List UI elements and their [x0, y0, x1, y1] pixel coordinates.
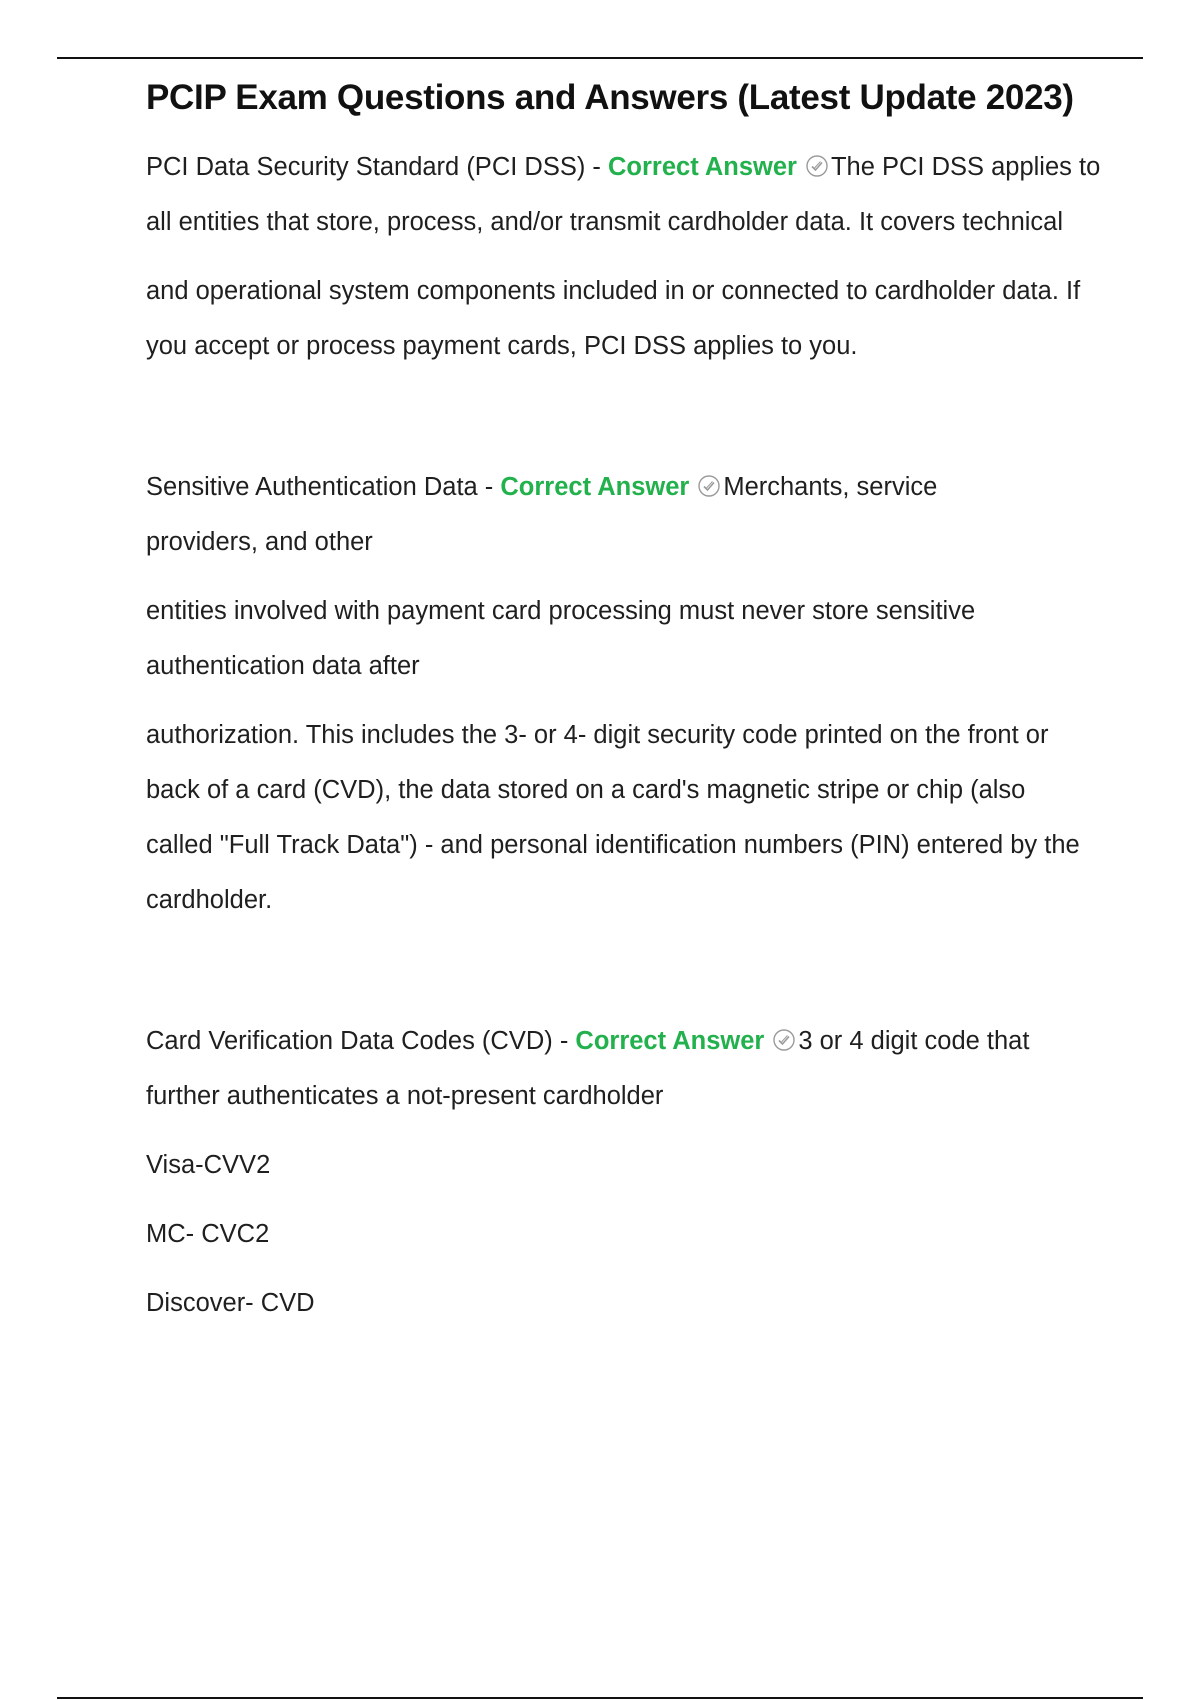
qa-item-sensitive-auth-data [146, 460, 1106, 928]
correct-answer-label: Correct Answer [608, 153, 797, 181]
qa-answer-continuation: authorization. This includes the 3- or 4- digit security code printed on the front or back of a card (CVD), the data stored on a card's magnetic stripe or chip (also called "Full Track Data") - and personal identification numbers (PIN) entered by the cardholder. [146, 721, 1080, 914]
qa-question-line [146, 1014, 1106, 1124]
check-circle-icon [805, 154, 829, 178]
qa-answer-continuation: Visa-CVV2 [146, 1151, 271, 1179]
qa-question-line [146, 460, 996, 570]
qa-answer-continuation: MC- CVC2 [146, 1220, 270, 1248]
check-circle-icon [772, 1028, 796, 1052]
document-body [146, 70, 1106, 1331]
qa-answer-continuation: and operational system components included in or connected to cardholder data. If you accept or process payment cards, PCI DSS applies to you. [146, 277, 1081, 360]
top-rule [57, 57, 1143, 59]
qa-question-line [146, 140, 1106, 250]
qa-term: Card Verification Data Codes (CVD) - [146, 1027, 576, 1055]
check-circle-icon [697, 474, 721, 498]
qa-answer-continuation: entities involved with payment card processing must never store sensitive authentication data after [146, 597, 976, 680]
qa-answer-continuation: Discover- CVD [146, 1289, 315, 1317]
qa-answer-text: 3 or 4 digit code that further authenticates a not-present cardholder [146, 1027, 1030, 1110]
bottom-rule [57, 1697, 1143, 1699]
page-title: PCIP Exam Questions and Answers (Latest Update 2023) [146, 78, 1074, 117]
correct-answer-label: Correct Answer [500, 473, 690, 501]
correct-answer-label: Correct Answer [575, 1027, 765, 1055]
qa-term: PCI Data Security Standard (PCI DSS) - [146, 153, 608, 181]
qa-answer-text: Merchants, service providers, and other [146, 473, 938, 556]
qa-item-pci-dss [146, 140, 1106, 374]
qa-item-cvd [146, 1014, 1106, 1331]
qa-term: Sensitive Authentication Data - [146, 473, 501, 501]
qa-answer-text: The PCI DSS applies to all entities that store, process, and/or transmit cardholder data. It covers technical [146, 153, 1101, 236]
